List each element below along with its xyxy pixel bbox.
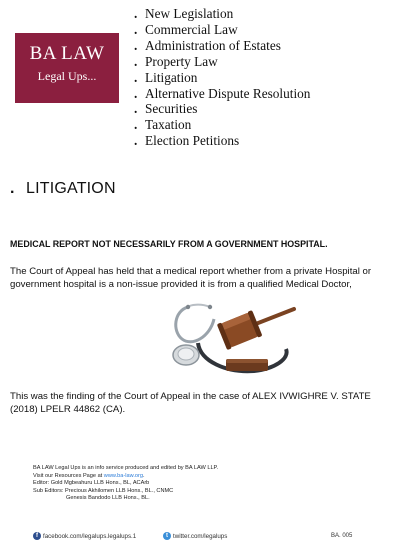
footer-sub-editor-2: Genesis Bandodo LLB Hons., BL.	[66, 495, 150, 502]
practice-area-item: . Litigation	[134, 69, 198, 85]
section-bullet: .	[10, 180, 15, 197]
footer-line-2: Visit our Resources Page at www.ba-law.org.	[33, 472, 145, 479]
logo-title: BA LAW	[29, 43, 105, 64]
ba-law-logo	[15, 33, 119, 103]
gavel-and-stethoscope-icon	[170, 297, 300, 379]
footer-sub-editors: Sub Editors: Precious Akhilomen LLB Hons., BL., CNMC	[33, 487, 174, 494]
page-number: BA. 005	[331, 533, 353, 539]
practice-area-item: . Securities	[134, 101, 198, 117]
practice-area-item: . Election Petitions	[134, 133, 240, 149]
twitter-icon: t	[163, 532, 171, 540]
practice-area-item: . Alternative Dispute Resolution	[134, 85, 311, 101]
footer-line-1: BA LAW Legal Ups is an info service produced and edited by BA LAW LLP.	[33, 465, 219, 471]
article-paragraph-2: This was the finding of the Court of Appeal in the case of ALEX IVWIGHRE V. STATE (2018) LPELR 44862 (CA).	[10, 391, 371, 415]
article-headline: MEDICAL REPORT NOT NECESSARILY FROM A GOVERNMENT HOSPITAL.	[10, 239, 328, 249]
website-link[interactable]: www.ba-law.org	[103, 472, 143, 479]
credits-footer	[33, 465, 363, 503]
logo-subtitle: Legal Ups...	[37, 69, 97, 83]
article-paragraph-1: The Court of Appeal has held that a medical report whether from a private Hospital or government hospital is a non-issue provided it is from a qualified Medical Doctor,	[10, 266, 372, 290]
practice-area-item: . New Legislation	[134, 6, 234, 21]
section-title	[10, 180, 116, 198]
facebook-link[interactable]: f facebook.com/legalups.legalups.1	[33, 532, 136, 540]
practice-area-list	[134, 6, 310, 149]
practice-area-item: . Commercial Law	[134, 21, 238, 37]
practice-area-item: . Property Law	[134, 53, 218, 69]
practice-area-item: . Taxation	[134, 117, 192, 133]
section-title-text: LITIGATION	[26, 180, 116, 197]
practice-area-item: . Administration of Estates	[134, 37, 281, 53]
twitter-link[interactable]: t twitter.com/legalups	[163, 532, 227, 540]
facebook-icon: f	[33, 532, 41, 540]
footer-editor: Editor: Gold Mgbeahuru LLB Hons., BL, ACArb	[33, 480, 150, 487]
